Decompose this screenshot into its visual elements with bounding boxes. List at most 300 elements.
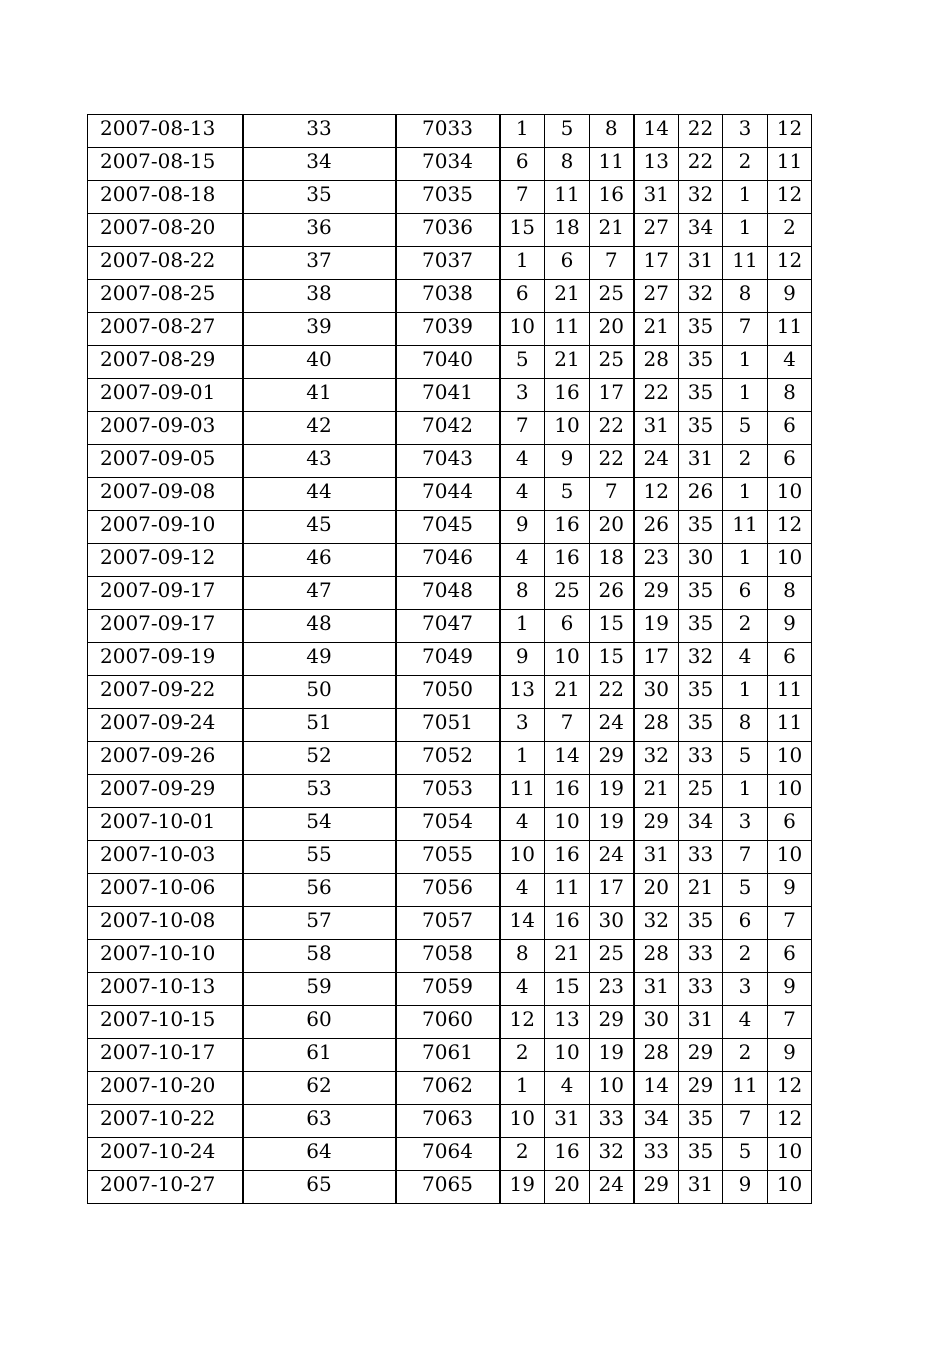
num-cell: 8 xyxy=(500,577,545,610)
num-cell: 35 xyxy=(679,1105,723,1138)
num-cell: 3 xyxy=(723,115,768,148)
num-cell: 18 xyxy=(590,544,634,577)
num-cell: 4 xyxy=(500,478,545,511)
num-cell: 14 xyxy=(634,115,679,148)
num-cell: 9 xyxy=(768,280,812,313)
table-row xyxy=(88,1072,812,1105)
date-cell: 2007-09-01 xyxy=(88,379,243,412)
num-cell: 1 xyxy=(723,346,768,379)
num-cell: 24 xyxy=(590,1171,634,1204)
num-cell: 21 xyxy=(545,280,590,313)
code-cell: 7065 xyxy=(396,1171,500,1204)
num-cell: 35 xyxy=(679,610,723,643)
table-row xyxy=(88,1105,812,1138)
num-cell: 28 xyxy=(634,709,679,742)
num-cell: 19 xyxy=(590,1039,634,1072)
num-cell: 9 xyxy=(768,874,812,907)
num-cell: 10 xyxy=(768,742,812,775)
table-row xyxy=(88,445,812,478)
date-cell: 2007-09-17 xyxy=(88,610,243,643)
num-cell: 24 xyxy=(590,841,634,874)
num-cell: 10 xyxy=(590,1072,634,1105)
date-cell: 2007-10-08 xyxy=(88,907,243,940)
num-cell: 21 xyxy=(634,313,679,346)
code-cell: 7040 xyxy=(396,346,500,379)
code-cell: 7043 xyxy=(396,445,500,478)
num-cell: 21 xyxy=(590,214,634,247)
num-cell: 9 xyxy=(500,643,545,676)
num-cell: 35 xyxy=(679,907,723,940)
issue-cell: 39 xyxy=(243,313,396,346)
num-cell: 4 xyxy=(500,973,545,1006)
num-cell: 1 xyxy=(723,775,768,808)
num-cell: 14 xyxy=(500,907,545,940)
num-cell: 35 xyxy=(679,577,723,610)
num-cell: 10 xyxy=(768,1138,812,1171)
num-cell: 7 xyxy=(723,1105,768,1138)
num-cell: 33 xyxy=(679,742,723,775)
num-cell: 29 xyxy=(634,808,679,841)
num-cell: 17 xyxy=(590,379,634,412)
num-cell: 30 xyxy=(634,676,679,709)
num-cell: 30 xyxy=(634,1006,679,1039)
issue-cell: 33 xyxy=(243,115,396,148)
num-cell: 5 xyxy=(723,742,768,775)
table-row xyxy=(88,1138,812,1171)
num-cell: 11 xyxy=(723,247,768,280)
num-cell: 22 xyxy=(590,412,634,445)
date-cell: 2007-09-17 xyxy=(88,577,243,610)
num-cell: 32 xyxy=(679,181,723,214)
num-cell: 6 xyxy=(500,280,545,313)
issue-cell: 42 xyxy=(243,412,396,445)
code-cell: 7037 xyxy=(396,247,500,280)
code-cell: 7045 xyxy=(396,511,500,544)
issue-cell: 48 xyxy=(243,610,396,643)
num-cell: 31 xyxy=(634,973,679,1006)
code-cell: 7042 xyxy=(396,412,500,445)
issue-cell: 57 xyxy=(243,907,396,940)
num-cell: 34 xyxy=(679,808,723,841)
num-cell: 29 xyxy=(590,742,634,775)
issue-cell: 50 xyxy=(243,676,396,709)
num-cell: 30 xyxy=(679,544,723,577)
num-cell: 26 xyxy=(634,511,679,544)
num-cell: 2 xyxy=(723,1039,768,1072)
code-cell: 7051 xyxy=(396,709,500,742)
num-cell: 28 xyxy=(634,346,679,379)
num-cell: 29 xyxy=(679,1039,723,1072)
num-cell: 8 xyxy=(768,379,812,412)
num-cell: 2 xyxy=(768,214,812,247)
date-cell: 2007-10-15 xyxy=(88,1006,243,1039)
num-cell: 7 xyxy=(590,247,634,280)
table-row xyxy=(88,412,812,445)
num-cell: 1 xyxy=(723,214,768,247)
num-cell: 35 xyxy=(679,379,723,412)
date-cell: 2007-09-22 xyxy=(88,676,243,709)
num-cell: 16 xyxy=(545,379,590,412)
num-cell: 4 xyxy=(723,643,768,676)
num-cell: 35 xyxy=(679,676,723,709)
num-cell: 31 xyxy=(679,445,723,478)
table-row xyxy=(88,379,812,412)
num-cell: 22 xyxy=(590,445,634,478)
num-cell: 7 xyxy=(723,313,768,346)
num-cell: 5 xyxy=(500,346,545,379)
date-cell: 2007-10-13 xyxy=(88,973,243,1006)
num-cell: 34 xyxy=(634,1105,679,1138)
num-cell: 21 xyxy=(679,874,723,907)
num-cell: 2 xyxy=(500,1039,545,1072)
num-cell: 22 xyxy=(590,676,634,709)
num-cell: 14 xyxy=(634,1072,679,1105)
code-cell: 7047 xyxy=(396,610,500,643)
num-cell: 4 xyxy=(500,544,545,577)
num-cell: 16 xyxy=(545,841,590,874)
num-cell: 24 xyxy=(590,709,634,742)
num-cell: 10 xyxy=(768,775,812,808)
num-cell: 3 xyxy=(500,709,545,742)
num-cell: 11 xyxy=(768,148,812,181)
date-cell: 2007-09-05 xyxy=(88,445,243,478)
num-cell: 32 xyxy=(634,742,679,775)
num-cell: 17 xyxy=(634,247,679,280)
num-cell: 35 xyxy=(679,313,723,346)
num-cell: 32 xyxy=(634,907,679,940)
num-cell: 10 xyxy=(500,313,545,346)
code-cell: 7036 xyxy=(396,214,500,247)
code-cell: 7048 xyxy=(396,577,500,610)
num-cell: 29 xyxy=(679,1072,723,1105)
num-cell: 3 xyxy=(723,973,768,1006)
num-cell: 10 xyxy=(545,808,590,841)
date-cell: 2007-09-29 xyxy=(88,775,243,808)
num-cell: 11 xyxy=(768,676,812,709)
issue-cell: 35 xyxy=(243,181,396,214)
table-row xyxy=(88,478,812,511)
table-row xyxy=(88,808,812,841)
num-cell: 6 xyxy=(768,808,812,841)
num-cell: 28 xyxy=(634,1039,679,1072)
num-cell: 3 xyxy=(723,808,768,841)
issue-cell: 44 xyxy=(243,478,396,511)
num-cell: 35 xyxy=(679,511,723,544)
lottery-results-table xyxy=(87,114,812,1204)
date-cell: 2007-08-13 xyxy=(88,115,243,148)
table-row xyxy=(88,907,812,940)
code-cell: 7064 xyxy=(396,1138,500,1171)
num-cell: 26 xyxy=(590,577,634,610)
num-cell: 19 xyxy=(590,808,634,841)
num-cell: 25 xyxy=(545,577,590,610)
issue-cell: 54 xyxy=(243,808,396,841)
num-cell: 8 xyxy=(768,577,812,610)
num-cell: 16 xyxy=(590,181,634,214)
table-row xyxy=(88,346,812,379)
issue-cell: 40 xyxy=(243,346,396,379)
code-cell: 7058 xyxy=(396,940,500,973)
issue-cell: 53 xyxy=(243,775,396,808)
num-cell: 10 xyxy=(500,1105,545,1138)
num-cell: 8 xyxy=(545,148,590,181)
issue-cell: 52 xyxy=(243,742,396,775)
table-row xyxy=(88,1006,812,1039)
num-cell: 11 xyxy=(590,148,634,181)
issue-cell: 37 xyxy=(243,247,396,280)
num-cell: 5 xyxy=(545,478,590,511)
date-cell: 2007-10-03 xyxy=(88,841,243,874)
num-cell: 7 xyxy=(545,709,590,742)
num-cell: 31 xyxy=(634,412,679,445)
num-cell: 12 xyxy=(768,247,812,280)
table-row xyxy=(88,643,812,676)
issue-cell: 47 xyxy=(243,577,396,610)
date-cell: 2007-09-10 xyxy=(88,511,243,544)
num-cell: 22 xyxy=(679,115,723,148)
code-cell: 7060 xyxy=(396,1006,500,1039)
num-cell: 11 xyxy=(768,709,812,742)
issue-cell: 43 xyxy=(243,445,396,478)
code-cell: 7035 xyxy=(396,181,500,214)
num-cell: 21 xyxy=(634,775,679,808)
date-cell: 2007-08-20 xyxy=(88,214,243,247)
date-cell: 2007-10-10 xyxy=(88,940,243,973)
num-cell: 33 xyxy=(679,973,723,1006)
date-cell: 2007-08-29 xyxy=(88,346,243,379)
num-cell: 6 xyxy=(545,610,590,643)
issue-cell: 38 xyxy=(243,280,396,313)
num-cell: 33 xyxy=(679,841,723,874)
issue-cell: 36 xyxy=(243,214,396,247)
num-cell: 6 xyxy=(768,643,812,676)
issue-cell: 60 xyxy=(243,1006,396,1039)
issue-cell: 63 xyxy=(243,1105,396,1138)
code-cell: 7034 xyxy=(396,148,500,181)
num-cell: 6 xyxy=(768,412,812,445)
num-cell: 4 xyxy=(768,346,812,379)
code-cell: 7053 xyxy=(396,775,500,808)
table-row xyxy=(88,742,812,775)
table-row xyxy=(88,973,812,1006)
table-row xyxy=(88,313,812,346)
num-cell: 1 xyxy=(723,379,768,412)
num-cell: 32 xyxy=(590,1138,634,1171)
num-cell: 17 xyxy=(634,643,679,676)
code-cell: 7057 xyxy=(396,907,500,940)
num-cell: 35 xyxy=(679,346,723,379)
date-cell: 2007-10-01 xyxy=(88,808,243,841)
num-cell: 8 xyxy=(500,940,545,973)
num-cell: 2 xyxy=(723,610,768,643)
num-cell: 15 xyxy=(545,973,590,1006)
num-cell: 29 xyxy=(634,1171,679,1204)
num-cell: 1 xyxy=(723,181,768,214)
num-cell: 9 xyxy=(500,511,545,544)
num-cell: 23 xyxy=(634,544,679,577)
num-cell: 6 xyxy=(500,148,545,181)
num-cell: 19 xyxy=(500,1171,545,1204)
num-cell: 17 xyxy=(590,874,634,907)
num-cell: 6 xyxy=(768,940,812,973)
num-cell: 35 xyxy=(679,412,723,445)
date-cell: 2007-08-15 xyxy=(88,148,243,181)
num-cell: 25 xyxy=(590,346,634,379)
code-cell: 7052 xyxy=(396,742,500,775)
table-row xyxy=(88,247,812,280)
num-cell: 22 xyxy=(679,148,723,181)
num-cell: 21 xyxy=(545,940,590,973)
num-cell: 33 xyxy=(634,1138,679,1171)
num-cell: 25 xyxy=(590,280,634,313)
num-cell: 8 xyxy=(723,280,768,313)
date-cell: 2007-08-18 xyxy=(88,181,243,214)
date-cell: 2007-10-20 xyxy=(88,1072,243,1105)
num-cell: 7 xyxy=(768,1006,812,1039)
num-cell: 15 xyxy=(590,643,634,676)
num-cell: 10 xyxy=(545,643,590,676)
num-cell: 28 xyxy=(634,940,679,973)
num-cell: 9 xyxy=(768,973,812,1006)
date-cell: 2007-09-08 xyxy=(88,478,243,511)
num-cell: 6 xyxy=(545,247,590,280)
code-cell: 7061 xyxy=(396,1039,500,1072)
num-cell: 13 xyxy=(545,1006,590,1039)
date-cell: 2007-10-27 xyxy=(88,1171,243,1204)
date-cell: 2007-10-17 xyxy=(88,1039,243,1072)
issue-cell: 55 xyxy=(243,841,396,874)
num-cell: 2 xyxy=(723,148,768,181)
num-cell: 4 xyxy=(723,1006,768,1039)
code-cell: 7062 xyxy=(396,1072,500,1105)
num-cell: 25 xyxy=(590,940,634,973)
num-cell: 4 xyxy=(500,445,545,478)
num-cell: 11 xyxy=(545,181,590,214)
date-cell: 2007-10-22 xyxy=(88,1105,243,1138)
num-cell: 12 xyxy=(768,511,812,544)
num-cell: 7 xyxy=(768,907,812,940)
num-cell: 10 xyxy=(768,841,812,874)
num-cell: 1 xyxy=(500,1072,545,1105)
num-cell: 32 xyxy=(679,643,723,676)
num-cell: 23 xyxy=(590,973,634,1006)
table-row xyxy=(88,940,812,973)
num-cell: 5 xyxy=(723,1138,768,1171)
code-cell: 7049 xyxy=(396,643,500,676)
date-cell: 2007-08-25 xyxy=(88,280,243,313)
num-cell: 26 xyxy=(679,478,723,511)
table-row xyxy=(88,577,812,610)
num-cell: 31 xyxy=(679,247,723,280)
num-cell: 20 xyxy=(590,313,634,346)
code-cell: 7038 xyxy=(396,280,500,313)
issue-cell: 46 xyxy=(243,544,396,577)
num-cell: 34 xyxy=(679,214,723,247)
num-cell: 32 xyxy=(679,280,723,313)
num-cell: 7 xyxy=(500,412,545,445)
code-cell: 7056 xyxy=(396,874,500,907)
num-cell: 1 xyxy=(500,742,545,775)
num-cell: 19 xyxy=(590,775,634,808)
num-cell: 16 xyxy=(545,775,590,808)
code-cell: 7041 xyxy=(396,379,500,412)
num-cell: 13 xyxy=(634,148,679,181)
num-cell: 1 xyxy=(500,610,545,643)
num-cell: 16 xyxy=(545,544,590,577)
num-cell: 12 xyxy=(768,1072,812,1105)
date-cell: 2007-09-12 xyxy=(88,544,243,577)
num-cell: 25 xyxy=(679,775,723,808)
num-cell: 4 xyxy=(500,874,545,907)
table-row xyxy=(88,676,812,709)
num-cell: 6 xyxy=(723,577,768,610)
num-cell: 13 xyxy=(500,676,545,709)
num-cell: 10 xyxy=(768,478,812,511)
issue-cell: 58 xyxy=(243,940,396,973)
issue-cell: 61 xyxy=(243,1039,396,1072)
num-cell: 14 xyxy=(545,742,590,775)
issue-cell: 56 xyxy=(243,874,396,907)
table-row xyxy=(88,214,812,247)
code-cell: 7039 xyxy=(396,313,500,346)
num-cell: 1 xyxy=(723,478,768,511)
num-cell: 15 xyxy=(500,214,545,247)
num-cell: 18 xyxy=(545,214,590,247)
num-cell: 27 xyxy=(634,280,679,313)
num-cell: 22 xyxy=(634,379,679,412)
num-cell: 10 xyxy=(768,1171,812,1204)
num-cell: 12 xyxy=(768,115,812,148)
num-cell: 10 xyxy=(500,841,545,874)
num-cell: 3 xyxy=(500,379,545,412)
issue-cell: 64 xyxy=(243,1138,396,1171)
num-cell: 27 xyxy=(634,214,679,247)
issue-cell: 62 xyxy=(243,1072,396,1105)
num-cell: 5 xyxy=(723,874,768,907)
num-cell: 20 xyxy=(545,1171,590,1204)
num-cell: 2 xyxy=(723,445,768,478)
num-cell: 7 xyxy=(500,181,545,214)
table-row xyxy=(88,181,812,214)
num-cell: 11 xyxy=(545,874,590,907)
code-cell: 7044 xyxy=(396,478,500,511)
issue-cell: 49 xyxy=(243,643,396,676)
date-cell: 2007-09-26 xyxy=(88,742,243,775)
issue-cell: 51 xyxy=(243,709,396,742)
table-row xyxy=(88,709,812,742)
table-row xyxy=(88,775,812,808)
code-cell: 7054 xyxy=(396,808,500,841)
code-cell: 7050 xyxy=(396,676,500,709)
num-cell: 6 xyxy=(768,445,812,478)
num-cell: 7 xyxy=(590,478,634,511)
num-cell: 16 xyxy=(545,907,590,940)
num-cell: 2 xyxy=(723,940,768,973)
num-cell: 11 xyxy=(768,313,812,346)
num-cell: 10 xyxy=(545,412,590,445)
num-cell: 35 xyxy=(679,1138,723,1171)
date-cell: 2007-10-24 xyxy=(88,1138,243,1171)
num-cell: 2 xyxy=(500,1138,545,1171)
table-body xyxy=(88,115,812,1204)
date-cell: 2007-09-24 xyxy=(88,709,243,742)
num-cell: 33 xyxy=(590,1105,634,1138)
table-row xyxy=(88,148,812,181)
num-cell: 24 xyxy=(634,445,679,478)
num-cell: 1 xyxy=(500,115,545,148)
date-cell: 2007-09-19 xyxy=(88,643,243,676)
issue-cell: 34 xyxy=(243,148,396,181)
